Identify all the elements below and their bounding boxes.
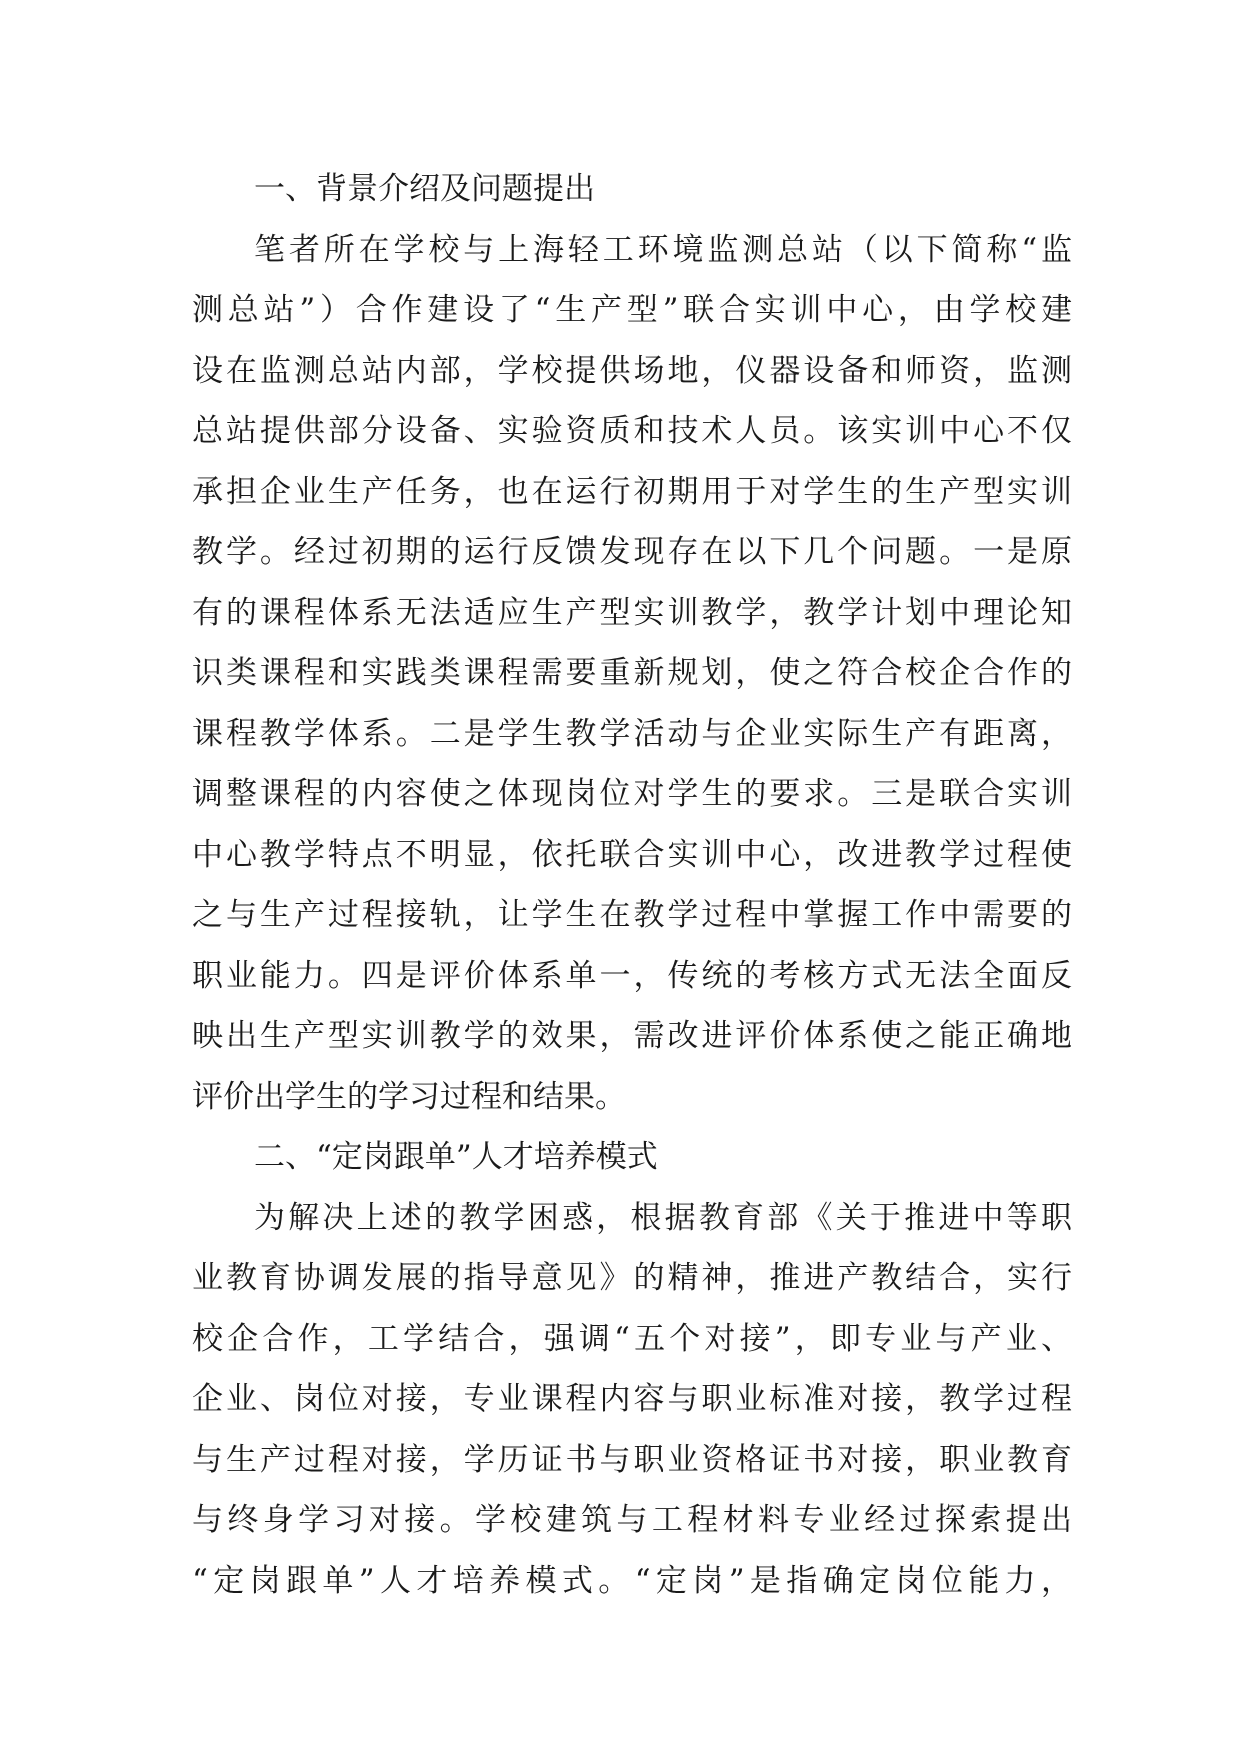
text-line: 笔者所在学校与上海轻工环境监测总站（以下简称“监 <box>254 231 1072 268</box>
text-line: 映出生产型实训教学的效果，需改进评价体系使之能正确地 <box>192 1018 1072 1054</box>
text-line: 之与生产过程接轨，让学生在教学过程中掌握工作中需要的 <box>192 897 1072 933</box>
text-line: 课程教学体系。二是学生教学活动与企业实际生产有距离， <box>192 715 1072 752</box>
text-line: 一、背景介绍及问题提出 <box>254 171 595 207</box>
text-line: “定岗跟单”人才培养模式。“定岗”是指确定岗位能力， <box>192 1562 1072 1599</box>
text-line: 中心教学特点不明显，依托联合实训中心，改进教学过程使 <box>192 836 1072 873</box>
text-line: 与生产过程对接，学历证书与职业资格证书对接，职业教育 <box>192 1441 1072 1478</box>
text-line: 二、“定岗跟单”人才培养模式 <box>254 1139 658 1175</box>
text-line: 识类课程和实践类课程需要重新规划，使之符合校企合作的 <box>192 655 1072 691</box>
text-line: 调整课程的内容使之体现岗位对学生的要求。三是联合实训 <box>192 776 1072 812</box>
text-line: 设在监测总站内部，学校提供场地，仪器设备和师资，监测 <box>192 352 1072 389</box>
text-line: 职业能力。四是评价体系单一，传统的考核方式无法全面反 <box>192 957 1072 994</box>
text-line: 评价出学生的学习过程和结果。 <box>192 1078 626 1115</box>
text-line: 业教育协调发展的指导意见》的精神，推进产教结合，实行 <box>192 1260 1072 1296</box>
text-line: 总站提供部分设备、实验资质和技术人员。该实训中心不仅 <box>192 413 1072 449</box>
text-line: 与终身学习对接。学校建筑与工程材料专业经过探索提出 <box>192 1502 1072 1538</box>
text-line: 有的课程体系无法适应生产型实训教学，教学计划中理论知 <box>192 594 1072 631</box>
document-body <box>192 159 1072 1611</box>
text-line: 校企合作，工学结合，强调“五个对接”，即专业与产业、 <box>192 1320 1072 1357</box>
text-line: 企业、岗位对接，专业课程内容与职业标准对接，教学过程 <box>192 1381 1072 1417</box>
text-line: 承担企业生产任务，也在运行初期用于对学生的生产型实训 <box>192 473 1072 510</box>
text-line: 为解决上述的教学困惑，根据教育部《关于推进中等职 <box>254 1199 1072 1236</box>
text-line: 测总站”）合作建设了“生产型”联合实训中心，由学校建 <box>192 292 1072 328</box>
text-line: 教学。经过初期的运行反馈发现存在以下几个问题。一是原 <box>192 534 1072 570</box>
